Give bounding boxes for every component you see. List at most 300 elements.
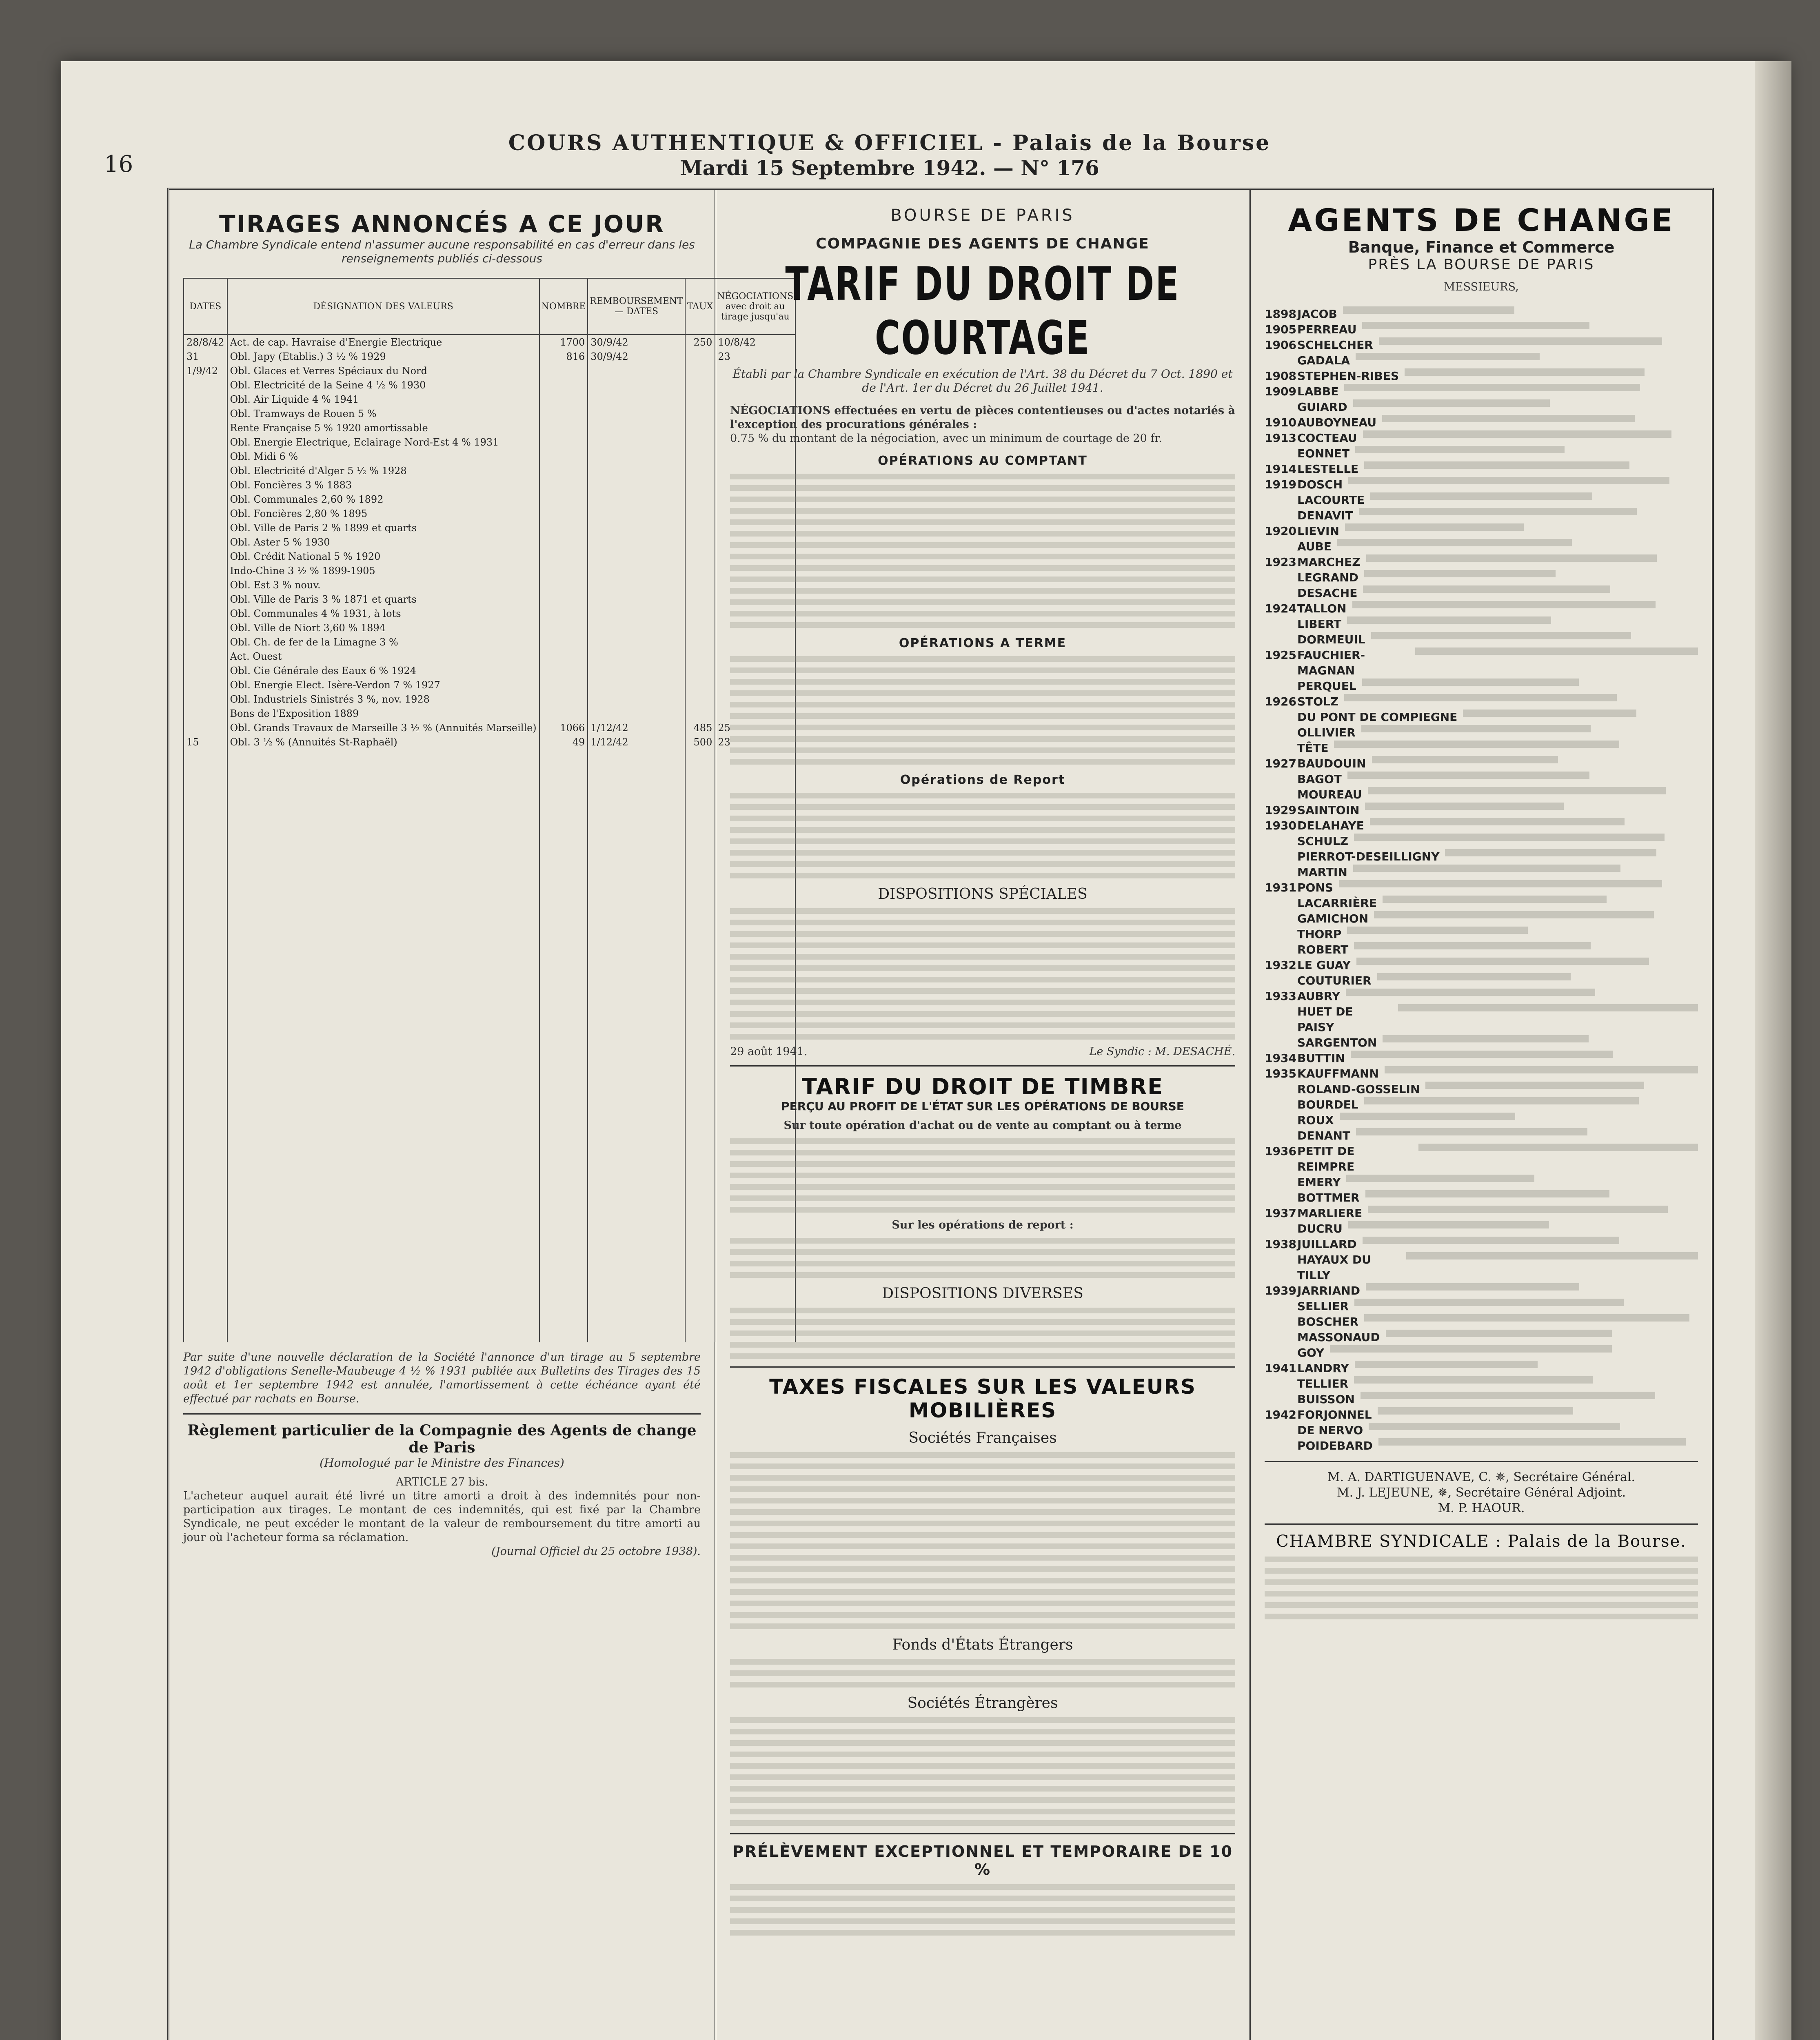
table-cell (184, 563, 227, 578)
table-cell (539, 621, 588, 635)
agent-year (1265, 1330, 1297, 1345)
table-cell (588, 449, 685, 463)
agent-year: 1909 (1265, 385, 1296, 398)
illegible-text-block (730, 1138, 1235, 1213)
list-item (1265, 942, 1698, 958)
divider (730, 1366, 1235, 1368)
agent-year: 1942 (1265, 1408, 1296, 1421)
list-item (1265, 756, 1698, 772)
table-cell (184, 406, 227, 421)
table-cell (184, 421, 227, 435)
table-cell: Obl. Foncières 2,80 % 1895 (227, 506, 539, 521)
table-cell (588, 478, 685, 492)
agent-name: LACOURTE (1297, 493, 1365, 507)
table-cell: 15 (184, 735, 227, 749)
illegible-details (1355, 1361, 1538, 1368)
list-item (1265, 958, 1698, 973)
agent-name: AUBRY (1297, 989, 1341, 1003)
list-item (1265, 616, 1698, 632)
list-item (1265, 1237, 1698, 1252)
agent-year: 1905 (1265, 323, 1296, 336)
illegible-details (1385, 1066, 1698, 1073)
illegible-details (1366, 1283, 1579, 1291)
agent-year: 1937 (1265, 1206, 1296, 1220)
table-cell (539, 549, 588, 563)
table-cell: Obl. Energie Elect. Isère-Verdon 7 % 1927 (227, 678, 539, 692)
table-cell (184, 592, 227, 606)
agent-name: LACARRIÈRE (1297, 896, 1377, 910)
table-cell (685, 364, 715, 378)
illegible-text-block (730, 908, 1235, 1040)
table-row (184, 335, 795, 349)
agent-year (1265, 942, 1297, 958)
table-cell (685, 478, 715, 492)
timbre-title: TARIF DU DROIT DE TIMBRE (801, 1074, 1164, 1100)
agent-year (1265, 849, 1297, 865)
secretary-general-adjoint: M. J. LEJEUNE, ✵, Secrétaire Général Adjoint. (1336, 1486, 1626, 1500)
list-item (1265, 880, 1698, 896)
illegible-details (1378, 1407, 1573, 1415)
table-cell (588, 663, 685, 678)
agent-name: HAYAUX DU TILLY (1297, 1253, 1371, 1282)
agent-year (1265, 865, 1297, 880)
agent-name: DELAHAYE (1297, 819, 1364, 832)
agent-name: FAUCHIER-MAGNAN (1297, 648, 1365, 677)
agent-name: EMERY (1297, 1175, 1341, 1189)
table-cell (539, 364, 588, 378)
agent-name: MARLIERE (1297, 1206, 1363, 1220)
agent-name: BAGOT (1297, 772, 1342, 786)
list-item (1265, 446, 1698, 461)
table-cell (539, 535, 588, 549)
list-item (1265, 508, 1698, 523)
table-cell: 23 (715, 735, 795, 749)
table-cell (184, 721, 227, 735)
agent-year: 1913 (1265, 431, 1296, 445)
agent-year: 1920 (1265, 524, 1296, 538)
table-cell: Act. Ouest (227, 649, 539, 663)
table-cell: 30/9/42 (588, 349, 685, 364)
table-cell (588, 678, 685, 692)
agent-name: PIERROT-DESEILLIGNY (1297, 850, 1440, 863)
agent-name: BOSCHER (1297, 1315, 1358, 1328)
agent-name: KAUFFMANN (1297, 1067, 1379, 1080)
list-item (1265, 1361, 1698, 1376)
illegible-details (1364, 461, 1629, 469)
illegible-details (1354, 942, 1591, 949)
table-cell: 1700 (539, 335, 588, 349)
agent-year (1265, 1376, 1297, 1392)
agent-year: 1919 (1265, 478, 1296, 491)
agent-name: ROLAND-GOSSELIN (1297, 1082, 1420, 1096)
ops-terme-heading: OPÉRATIONS A TERME (899, 636, 1067, 650)
agent-name: LABBE (1297, 385, 1339, 398)
agent-name: LIEVIN (1297, 524, 1339, 538)
list-item (1265, 911, 1698, 927)
illegible-details (1354, 1299, 1624, 1306)
agent-name: SARGENTON (1297, 1036, 1377, 1049)
table-cell: 500 (685, 735, 715, 749)
agent-year: 1936 (1265, 1144, 1296, 1158)
table-cell (588, 635, 685, 649)
agent-name: AUBOYNEAU (1297, 416, 1377, 429)
table-cell (539, 563, 588, 578)
agent-year (1265, 508, 1297, 523)
agent-name: MARCHEZ (1297, 555, 1361, 569)
table-header: DÉSIGNATION DES VALEURS (227, 278, 539, 335)
tirages-table (183, 278, 796, 1342)
table-cell: 1/12/42 (588, 735, 685, 749)
illegible-details (1339, 880, 1662, 887)
table-cell (184, 435, 227, 449)
table-cell: Obl. Crédit National 5 % 1920 (227, 549, 539, 563)
illegible-details (1364, 1314, 1689, 1322)
table-cell (588, 521, 685, 535)
illegible-details (1334, 741, 1619, 748)
agent-name: STOLZ (1297, 695, 1339, 708)
agents-title: AGENTS DE CHANGE (1288, 202, 1675, 238)
table-row (184, 735, 795, 749)
agent-year: 1923 (1265, 555, 1296, 569)
table-cell: Obl. 3 ½ % (Annuités St-Raphaël) (227, 735, 539, 749)
table-cell (588, 392, 685, 406)
table-cell (685, 663, 715, 678)
agent-name: SCHULZ (1297, 834, 1349, 848)
reglement-title: Règlement particulier de la Compagnie des Agents de change de Paris (187, 1422, 697, 1456)
table-cell (685, 649, 715, 663)
agent-name: BUISSON (1297, 1393, 1355, 1406)
agent-name: BOTTMER (1297, 1191, 1360, 1204)
table-cell: 10/8/42 (715, 335, 795, 349)
page-number: 16 (104, 151, 133, 177)
illegible-details (1363, 1237, 1619, 1244)
agent-year (1265, 1423, 1297, 1438)
illegible-details (1365, 803, 1564, 810)
list-item (1265, 772, 1698, 787)
illegible-details (1356, 958, 1649, 965)
agent-name: DE NERVO (1297, 1424, 1363, 1437)
table-cell (539, 606, 588, 621)
illegible-text-block (730, 474, 1235, 628)
illegible-details (1361, 1392, 1655, 1399)
list-item (1265, 1252, 1698, 1283)
list-item (1265, 1128, 1698, 1144)
list-item (1265, 896, 1698, 911)
table-cell (539, 678, 588, 692)
agent-name: DENAVIT (1297, 509, 1353, 522)
table-cell: Obl. Electricité d'Alger 5 ½ % 1928 (227, 463, 539, 478)
table-cell (685, 521, 715, 535)
table-cell (588, 592, 685, 606)
illegible-details (1353, 865, 1620, 872)
illegible-details (1348, 477, 1669, 484)
table-cell (685, 492, 715, 506)
table-cell (184, 663, 227, 678)
agent-name: STEPHEN-RIBES (1297, 369, 1399, 383)
agent-year: 1931 (1265, 881, 1296, 894)
bourse-label: BOURSE DE PARIS (890, 206, 1075, 225)
reglement-source: (Journal Officiel du 25 octobre 1938). (491, 1545, 701, 1558)
table-cell (588, 606, 685, 621)
list-item (1265, 461, 1698, 477)
header-date: Mardi 15 Septembre 1942. — N° 176 (680, 156, 1099, 180)
table-row (184, 678, 795, 692)
table-row (184, 563, 795, 578)
illegible-details (1368, 787, 1666, 794)
table-cell (685, 463, 715, 478)
table-row (184, 721, 795, 735)
table-header: REMBOURSEMENT — DATES (588, 278, 685, 335)
list-item (1265, 725, 1698, 741)
list-item (1265, 1330, 1698, 1345)
table-cell (539, 592, 588, 606)
agent-name: TALLON (1297, 602, 1347, 615)
taxes-etrangeres-heading: Sociétés Étrangères (907, 1695, 1058, 1712)
illegible-details (1374, 911, 1654, 918)
table-cell (184, 606, 227, 621)
table-cell (539, 378, 588, 392)
agent-year (1265, 585, 1297, 601)
table-cell: Rente Française 5 % 1920 amortissable (227, 421, 539, 435)
agent-year (1265, 741, 1297, 756)
agent-year (1265, 446, 1297, 461)
list-item (1265, 1376, 1698, 1392)
chambre-syndicale: CHAMBRE SYNDICALE : Palais de la Bourse. (1276, 1532, 1687, 1551)
list-item (1265, 415, 1698, 430)
agent-year: 1939 (1265, 1284, 1296, 1297)
illegible-text-block (730, 793, 1235, 878)
timbre-report-heading: Sur les opérations de report : (892, 1219, 1074, 1231)
list-item (1265, 632, 1698, 647)
illegible-details (1463, 710, 1636, 717)
illegible-details (1364, 570, 1556, 577)
table-cell: Obl. Est 3 % nouv. (227, 578, 539, 592)
illegible-details (1356, 1128, 1587, 1135)
table-cell: 30/9/42 (588, 335, 685, 349)
agent-year: 1938 (1265, 1237, 1296, 1251)
list-item (1265, 554, 1698, 570)
agent-year (1265, 1097, 1297, 1113)
table-cell: Obl. Industriels Sinistrés 3 %, nov. 1928 (227, 692, 539, 706)
table-row (184, 435, 795, 449)
reglement-subtitle: (Homologué par le Ministre des Finances) (320, 1456, 564, 1470)
illegible-text-block (730, 656, 1235, 765)
table-cell (588, 421, 685, 435)
list-item (1265, 1175, 1698, 1190)
table-cell: 1/12/42 (588, 721, 685, 735)
table-cell (588, 406, 685, 421)
table-cell (184, 506, 227, 521)
list-item (1265, 353, 1698, 368)
agent-year (1265, 1128, 1297, 1144)
table-cell (539, 521, 588, 535)
list-item (1265, 337, 1698, 353)
illegible-details (1353, 399, 1550, 407)
table-cell (184, 649, 227, 663)
agent-year: 1927 (1265, 757, 1296, 770)
list-item (1265, 306, 1698, 322)
table-cell (685, 635, 715, 649)
agent-year: 1941 (1265, 1361, 1296, 1375)
list-item (1265, 523, 1698, 539)
table-cell (184, 692, 227, 706)
list-item (1265, 1345, 1698, 1361)
agent-name: COCTEAU (1297, 431, 1357, 445)
table-cell (588, 506, 685, 521)
table-cell (685, 549, 715, 563)
table-cell: Obl. Foncières 3 % 1883 (227, 478, 539, 492)
table-row (184, 663, 795, 678)
agents-subtitle2: PRÈS LA BOURSE DE PARIS (1368, 256, 1595, 273)
agent-year (1265, 1314, 1297, 1330)
agent-year (1265, 1035, 1297, 1051)
table-cell: Obl. Air Liquide 4 % 1941 (227, 392, 539, 406)
agent-name: DORMEUIL (1297, 633, 1365, 646)
agent-name: SAINTOIN (1297, 803, 1360, 817)
table-cell: 250 (685, 335, 715, 349)
list-item (1265, 1190, 1698, 1206)
table-row (184, 692, 795, 706)
agent-name: DOSCH (1297, 478, 1343, 491)
list-item (1265, 787, 1698, 803)
table-header: DATES (184, 278, 227, 335)
table-cell: Obl. Ville de Niort 3,60 % 1894 (227, 621, 539, 635)
agent-name: AUBE (1297, 540, 1332, 553)
table-cell (685, 506, 715, 521)
agent-year (1265, 911, 1297, 927)
secretary-general: M. A. DARTIGUENAVE, C. ✵, Secrétaire Général. (1327, 1470, 1636, 1484)
table-row (184, 621, 795, 635)
list-item (1265, 927, 1698, 942)
courtage-subtitle: Établi par la Chambre Syndicale en exécution de l'Art. 38 du Décret du 7 Oct. 1890 et de l'Art. 1er du Décret du 26 Juillet 1941. (732, 367, 1233, 395)
list-item (1265, 1392, 1698, 1407)
table-cell (685, 563, 715, 578)
agent-name: PETIT DE REIMPRE (1297, 1144, 1355, 1173)
illegible-details (1345, 523, 1524, 531)
table-cell (184, 521, 227, 535)
content-frame (167, 188, 1714, 2040)
table-cell (588, 463, 685, 478)
table-cell (539, 463, 588, 478)
list-item (1265, 834, 1698, 849)
column-agents (1251, 190, 1712, 2040)
agent-name: PERQUEL (1297, 679, 1356, 693)
table-cell (227, 749, 539, 1342)
table-spacer-row (184, 749, 795, 1342)
agent-year (1265, 399, 1297, 415)
table-cell (685, 378, 715, 392)
agent-name: GUIARD (1297, 400, 1347, 414)
agent-year (1265, 787, 1297, 803)
illegible-text-block (730, 1717, 1235, 1826)
agent-name: DUCRU (1297, 1222, 1343, 1235)
agent-year (1265, 1345, 1297, 1361)
illegible-details (1405, 368, 1645, 376)
table-cell (539, 406, 588, 421)
agent-name: LEGRAND (1297, 571, 1358, 584)
illegible-details (1368, 1206, 1668, 1213)
divider (730, 1065, 1235, 1067)
timbre-dispositions-heading: DISPOSITIONS DIVERSES (882, 1285, 1083, 1302)
agent-year (1265, 1252, 1297, 1283)
list-item (1265, 1082, 1698, 1097)
list-item (1265, 430, 1698, 446)
table-header: NÉGOCIATIONS avec droit au tirage jusqu'au (715, 278, 795, 335)
table-cell (685, 535, 715, 549)
table-cell (539, 692, 588, 706)
table-cell (588, 621, 685, 635)
table-cell (685, 406, 715, 421)
table-cell (184, 706, 227, 721)
list-item (1265, 477, 1698, 492)
reglement-article: ARTICLE 27 bis. (395, 1476, 488, 1488)
agent-haour: M. P. HAOUR. (1438, 1501, 1525, 1515)
timbre-subtitle: PERÇU AU PROFIT DE L'ÉTAT SUR LES OPÉRATIONS DE BOURSE (781, 1100, 1184, 1113)
table-cell (588, 749, 685, 1342)
illegible-details (1370, 492, 1592, 500)
tirages-note: Par suite d'une nouvelle déclaration de la Société l'annonce d'un tirage au 5 septembre 1942 d'obligations Senelle-Maubeuge 4 ½ % 1931 publiée aux Bulletins des Tirages des 15 août et 1er septembre 1942 est annulée, l'amortissement à cette échéance ayant été effectué par rachats en Bourse. (183, 1351, 701, 1405)
list-item (1265, 384, 1698, 399)
agent-year: 1926 (1265, 695, 1296, 708)
agent-name: ROBERT (1297, 943, 1349, 956)
header-title: COURS AUTHENTIQUE & OFFICIEL - Palais de la Bourse (508, 131, 1271, 155)
agent-year (1265, 632, 1297, 647)
agent-name: SCHELCHER (1297, 338, 1373, 352)
table-cell (539, 449, 588, 463)
table-cell (184, 578, 227, 592)
table-cell (539, 506, 588, 521)
agent-year (1265, 1438, 1297, 1454)
list-item (1265, 368, 1698, 384)
table-cell (539, 478, 588, 492)
list-item (1265, 1004, 1698, 1035)
agent-year: 1910 (1265, 416, 1296, 429)
illegible-details (1346, 989, 1595, 996)
table-cell (539, 578, 588, 592)
courtage-title: TARIF DU DROIT DE COURTAGE (785, 257, 1180, 365)
table-cell (588, 364, 685, 378)
illegible-details (1359, 508, 1637, 515)
list-item (1265, 849, 1698, 865)
agent-name: GOY (1297, 1346, 1325, 1359)
list-item (1265, 973, 1698, 989)
agent-year (1265, 1004, 1297, 1035)
agent-year (1265, 679, 1297, 694)
agent-year: 1932 (1265, 958, 1296, 972)
illegible-details (1352, 601, 1656, 608)
table-cell (685, 349, 715, 364)
illegible-details (1364, 1097, 1639, 1104)
illegible-text-block (730, 1452, 1235, 1629)
table-cell: Obl. Glaces et Verres Spéciaux du Nord (227, 364, 539, 378)
illegible-details (1344, 694, 1617, 701)
table-row (184, 421, 795, 435)
table-cell (184, 449, 227, 463)
illegible-text-block (730, 1659, 1235, 1687)
agent-name: DU PONT DE COMPIEGNE (1297, 710, 1458, 724)
agent-year (1265, 927, 1297, 942)
illegible-text-block (730, 1238, 1235, 1278)
list-item (1265, 1423, 1698, 1438)
list-item (1265, 539, 1698, 554)
table-cell: Indo-Chine 3 ½ % 1899-1905 (227, 563, 539, 578)
divider (730, 1833, 1235, 1834)
illegible-details (1351, 1051, 1613, 1058)
agent-year: 1914 (1265, 462, 1296, 476)
table-cell (588, 563, 685, 578)
divider (183, 1413, 701, 1415)
agent-year (1265, 616, 1297, 632)
